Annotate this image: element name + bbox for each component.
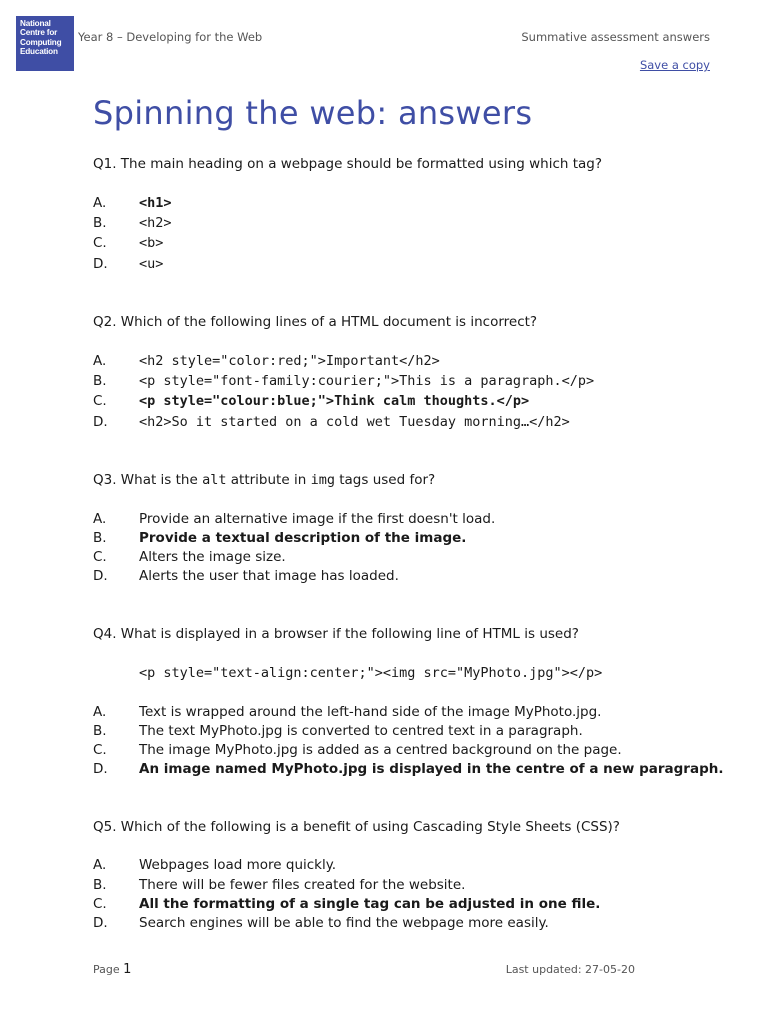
option-letter: B. bbox=[93, 530, 107, 546]
option-letter: A. bbox=[93, 195, 107, 211]
option-letter: A. bbox=[93, 857, 107, 873]
option-text: The image MyPhoto.jpg is added as a centred background on the page. bbox=[139, 742, 622, 758]
question-text: Q3. What is the bbox=[93, 472, 203, 488]
question-4: Q4. What is displayed in a browser if the following line of HTML is used? bbox=[93, 626, 579, 642]
question-2: Q2. Which of the following lines of a HTML document is incorrect? bbox=[93, 314, 538, 330]
option-text: Webpages load more quickly. bbox=[139, 857, 337, 873]
page-title: Spinning the web: answers bbox=[93, 94, 533, 132]
last-updated: Last updated: 27-05-20 bbox=[505, 963, 635, 976]
option-letter: B. bbox=[93, 215, 107, 231]
question-text: tags used for? bbox=[334, 472, 436, 488]
question-1: Q1. The main heading on a webpage should be formatted using which tag? bbox=[93, 156, 603, 172]
option-text: Alters the image size. bbox=[139, 549, 286, 565]
document-type: Summative assessment answers bbox=[521, 30, 710, 44]
option-text: The text MyPhoto.jpg is converted to centred text in a paragraph. bbox=[139, 723, 583, 739]
option-letter: B. bbox=[93, 723, 107, 739]
question-5: Q5. Which of the following is a benefit of using Cascading Style Sheets (CSS)? bbox=[93, 819, 620, 835]
option-letter: B. bbox=[93, 877, 107, 893]
option-letter: C. bbox=[93, 896, 107, 912]
option-text: <u> bbox=[139, 256, 164, 272]
option-letter: D. bbox=[93, 256, 108, 272]
option-text: <p style="colour:blue;">Think calm thoughts.</p> bbox=[139, 393, 530, 409]
option-text: All the formatting of a single tag can be adjusted in one file. bbox=[139, 896, 601, 912]
option-letter: A. bbox=[93, 704, 107, 720]
option-text: Provide an alternative image if the first doesn't load. bbox=[139, 511, 496, 527]
option-text: <h2>So it started on a cold wet Tuesday morning…</h2> bbox=[139, 414, 570, 430]
option-text: Alerts the user that image has loaded. bbox=[139, 568, 399, 584]
option-text: An image named MyPhoto.jpg is displayed in the centre of a new paragraph. bbox=[139, 761, 724, 777]
logo-line: National bbox=[20, 19, 51, 28]
option-text: Provide a textual description of the image. bbox=[139, 530, 467, 546]
option-letter: D. bbox=[93, 915, 108, 931]
option-letter: C. bbox=[93, 235, 107, 251]
option-letter: B. bbox=[93, 373, 107, 389]
option-text: <b> bbox=[139, 235, 164, 251]
save-copy-link[interactable]: Save a copy bbox=[639, 58, 710, 72]
course-title: Year 8 – Developing for the Web bbox=[78, 30, 263, 44]
option-letter: D. bbox=[93, 761, 108, 777]
option-text: Search engines will be able to find the webpage more easily. bbox=[139, 915, 549, 931]
logo-line: Education bbox=[20, 47, 58, 57]
option-letter: D. bbox=[93, 414, 108, 430]
logo-line: Computing bbox=[20, 37, 62, 47]
option-letter: C. bbox=[93, 393, 107, 409]
ncce-logo bbox=[16, 16, 74, 71]
option-text: <p style="font-family:courier;">This is a paragraph.</p> bbox=[139, 373, 595, 389]
option-text: <h1> bbox=[139, 195, 172, 211]
question-text: attribute in bbox=[226, 472, 311, 488]
option-text: There will be fewer files created for the website. bbox=[139, 877, 466, 893]
question-code: img bbox=[310, 472, 335, 488]
option-letter: D. bbox=[93, 568, 108, 584]
code-sample: <p style="text-align:center;"><img src="MyPhoto.jpg"></p> bbox=[139, 665, 603, 681]
logo-line: Centre for bbox=[20, 28, 58, 38]
option-text: <h2> bbox=[139, 215, 172, 231]
option-letter: C. bbox=[93, 742, 107, 758]
option-letter: A. bbox=[93, 353, 107, 369]
page-number-value: 1 bbox=[123, 962, 132, 977]
option-letter: C. bbox=[93, 549, 107, 565]
page-number bbox=[93, 962, 131, 977]
question-3 bbox=[93, 472, 435, 488]
option-letter: A. bbox=[93, 511, 107, 527]
page-label: Page bbox=[93, 963, 120, 976]
option-text: Text is wrapped around the left-hand side of the image MyPhoto.jpg. bbox=[139, 704, 602, 720]
option-text: <h2 style="color:red;">Important</h2> bbox=[139, 353, 440, 369]
question-code: alt bbox=[202, 472, 227, 488]
